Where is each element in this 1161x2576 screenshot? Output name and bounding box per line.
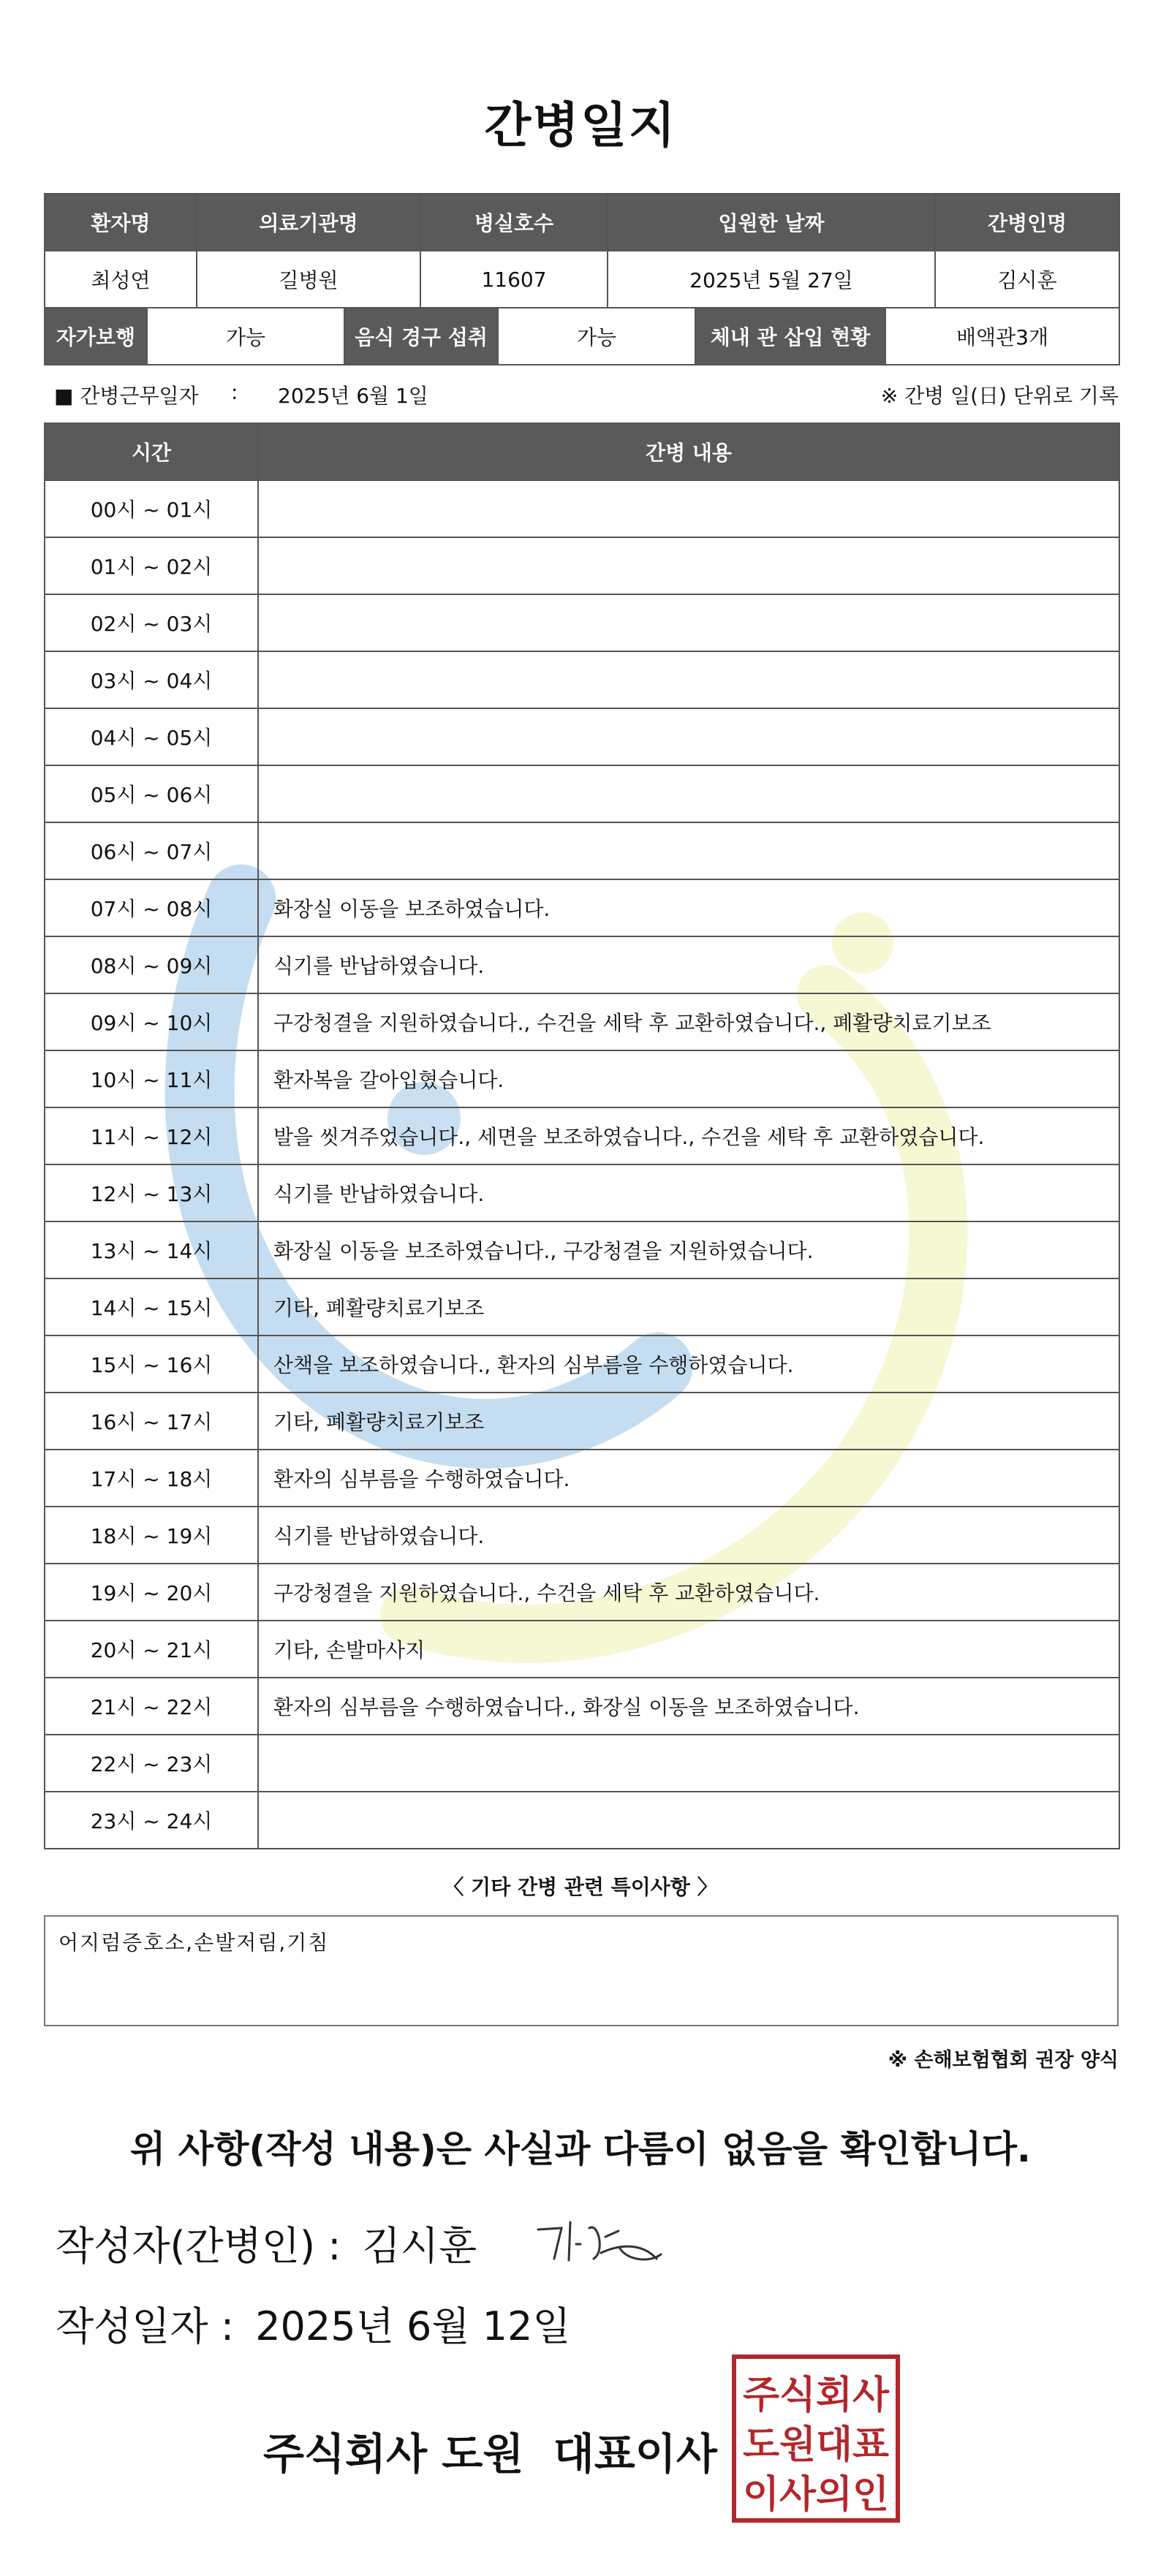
svg-text:주식회사: 주식회사 <box>743 2374 890 2417</box>
log-content: 구강청결을 지원하였습니다., 수건을 세탁 후 교환하였습니다. <box>258 1564 1119 1621</box>
log-content <box>258 594 1119 651</box>
log-content: 기타, 손발마사지 <box>258 1621 1119 1678</box>
log-time: 05시 ~ 06시 <box>45 765 258 822</box>
log-row <box>45 1450 1119 1507</box>
log-row <box>45 1107 1119 1164</box>
log-row <box>45 651 1119 708</box>
page-title: 간병일지 <box>484 97 677 154</box>
company-seal <box>731 2354 901 2523</box>
log-content <box>258 1792 1119 1849</box>
hospital-value: 길병원 <box>197 251 420 308</box>
log-time: 17시 ~ 18시 <box>45 1450 258 1507</box>
log-row <box>45 822 1119 879</box>
log-content: 식기를 반납하였습니다. <box>258 1507 1119 1564</box>
log-row <box>45 765 1119 822</box>
log-row <box>45 1336 1119 1393</box>
tube-value: 배액관3개 <box>885 308 1119 365</box>
log-row <box>45 1278 1119 1336</box>
log-time: 10시 ~ 11시 <box>45 1050 258 1107</box>
log-time: 01시 ~ 02시 <box>45 537 258 594</box>
writer-line <box>56 2215 477 2271</box>
log-time: 13시 ~ 14시 <box>45 1221 258 1278</box>
log-content <box>258 480 1119 537</box>
care-log-table <box>44 423 1120 1849</box>
remarks-title: 〈 기타 간병 관련 특이사항 〉 <box>443 1875 718 1899</box>
log-time: 19시 ~ 20시 <box>45 1564 258 1621</box>
log-content: 식기를 반납하였습니다. <box>258 1164 1119 1221</box>
patient-info-table <box>44 193 1120 308</box>
log-content: 산책을 보조하였습니다., 환자의 심부름을 수행하였습니다. <box>258 1336 1119 1393</box>
log-time: 08시 ~ 09시 <box>45 936 258 993</box>
log-time: 23시 ~ 24시 <box>45 1792 258 1849</box>
log-row <box>45 1393 1119 1450</box>
log-row <box>45 708 1119 765</box>
caregiver-header: 간병인명 <box>935 194 1119 251</box>
log-time: 07시 ~ 08시 <box>45 879 258 936</box>
log-row <box>45 993 1119 1050</box>
log-time: 06시 ~ 07시 <box>45 822 258 879</box>
writer-label: 작성자(간병인) : <box>56 2223 341 2269</box>
admission-date-header: 입원한 날짜 <box>608 194 935 251</box>
log-time: 03시 ~ 04시 <box>45 651 258 708</box>
work-date-label: ■ 간병근무일자 <box>54 384 199 408</box>
log-time: 09시 ~ 10시 <box>45 993 258 1050</box>
log-content: 기타, 폐활량치료기보조 <box>258 1393 1119 1450</box>
log-row <box>45 879 1119 936</box>
log-row <box>45 1507 1119 1564</box>
log-content: 환자복을 갈아입혔습니다. <box>258 1050 1119 1107</box>
log-time: 04시 ~ 05시 <box>45 708 258 765</box>
log-time: 18시 ~ 19시 <box>45 1507 258 1564</box>
tube-label: 체내 관 삽입 현황 <box>695 308 885 365</box>
company-representative: 주식회사 도원 대표이사 <box>263 2429 717 2479</box>
confirmation-statement: 위 사항(작성 내용)은 사실과 다름이 없음을 확인합니다. <box>130 2128 1031 2170</box>
log-row <box>45 1792 1119 1849</box>
work-date-colon: : <box>231 380 238 404</box>
log-row <box>45 1050 1119 1107</box>
log-content <box>258 1735 1119 1792</box>
log-row <box>45 480 1119 537</box>
admission-date-value: 2025년 5월 27일 <box>608 251 935 308</box>
log-time: 00시 ~ 01시 <box>45 480 258 537</box>
log-row <box>45 537 1119 594</box>
writer-name: 김시훈 <box>362 2223 477 2269</box>
log-time: 14시 ~ 15시 <box>45 1278 258 1336</box>
room-value: 11607 <box>420 251 608 308</box>
log-content: 환자의 심부름을 수행하였습니다., 화장실 이동을 보조하였습니다. <box>258 1678 1119 1735</box>
content-column-header: 간병 내용 <box>258 423 1119 480</box>
caregiver-value: 김시훈 <box>935 251 1119 308</box>
patient-name-value: 최성연 <box>45 251 197 308</box>
log-content <box>258 537 1119 594</box>
log-time: 22시 ~ 23시 <box>45 1735 258 1792</box>
log-content <box>258 708 1119 765</box>
log-content <box>258 651 1119 708</box>
log-content: 환자의 심부름을 수행하였습니다. <box>258 1450 1119 1507</box>
write-date-line <box>56 2295 571 2352</box>
record-unit-note: ※ 간병 일(日) 단위로 기록 <box>880 384 1119 408</box>
svg-text:도원대표: 도원대표 <box>743 2423 889 2467</box>
patient-status-table <box>44 307 1120 365</box>
patient-name-header: 환자명 <box>45 194 197 251</box>
log-row <box>45 1164 1119 1221</box>
log-time: 15시 ~ 16시 <box>45 1336 258 1393</box>
care-log-rows <box>45 480 1119 1849</box>
log-row <box>45 1564 1119 1621</box>
form-note: ※ 손해보험협회 권장 양식 <box>888 2049 1119 2072</box>
hospital-header: 의료기관명 <box>197 194 420 251</box>
log-row <box>45 1678 1119 1735</box>
log-time: 16시 ~ 17시 <box>45 1393 258 1450</box>
room-header: 병실호수 <box>420 194 608 251</box>
log-content: 발을 씻겨주었습니다., 세면을 보조하였습니다., 수건을 세탁 후 교환하였습니다. <box>258 1107 1119 1164</box>
eat-label: 음식 경구 섭취 <box>344 308 498 365</box>
log-time: 20시 ~ 21시 <box>45 1621 258 1678</box>
log-time: 11시 ~ 12시 <box>45 1107 258 1164</box>
svg-text:이사의인: 이사의인 <box>743 2473 889 2517</box>
log-row <box>45 594 1119 651</box>
remarks-text: 어지럼증호소,손발저림,기침 <box>58 1931 330 1955</box>
log-content: 구강청결을 지원하였습니다., 수건을 세탁 후 교환하였습니다., 폐활량치료기보조 <box>258 993 1119 1050</box>
log-content: 화장실 이동을 보조하였습니다., 구강청결을 지원하였습니다. <box>258 1221 1119 1278</box>
work-date-value: 2025년 6월 1일 <box>278 384 428 408</box>
log-time: 12시 ~ 13시 <box>45 1164 258 1221</box>
time-column-header: 시간 <box>45 423 258 480</box>
handwritten-signature <box>532 2215 664 2273</box>
write-date-label: 작성일자 : <box>56 2303 235 2349</box>
log-row <box>45 1735 1119 1792</box>
log-row <box>45 936 1119 993</box>
walk-value: 가능 <box>147 308 344 365</box>
write-date-value: 2025년 6월 12일 <box>255 2303 571 2349</box>
log-time: 02시 ~ 03시 <box>45 594 258 651</box>
log-content: 기타, 폐활량치료기보조 <box>258 1278 1119 1336</box>
log-content: 식기를 반납하였습니다. <box>258 936 1119 993</box>
log-row <box>45 1221 1119 1278</box>
eat-value: 가능 <box>498 308 695 365</box>
log-time: 21시 ~ 22시 <box>45 1678 258 1735</box>
log-content <box>258 765 1119 822</box>
log-content <box>258 822 1119 879</box>
log-row <box>45 1621 1119 1678</box>
log-content: 화장실 이동을 보조하였습니다. <box>258 879 1119 936</box>
walk-label: 자가보행 <box>45 308 147 365</box>
